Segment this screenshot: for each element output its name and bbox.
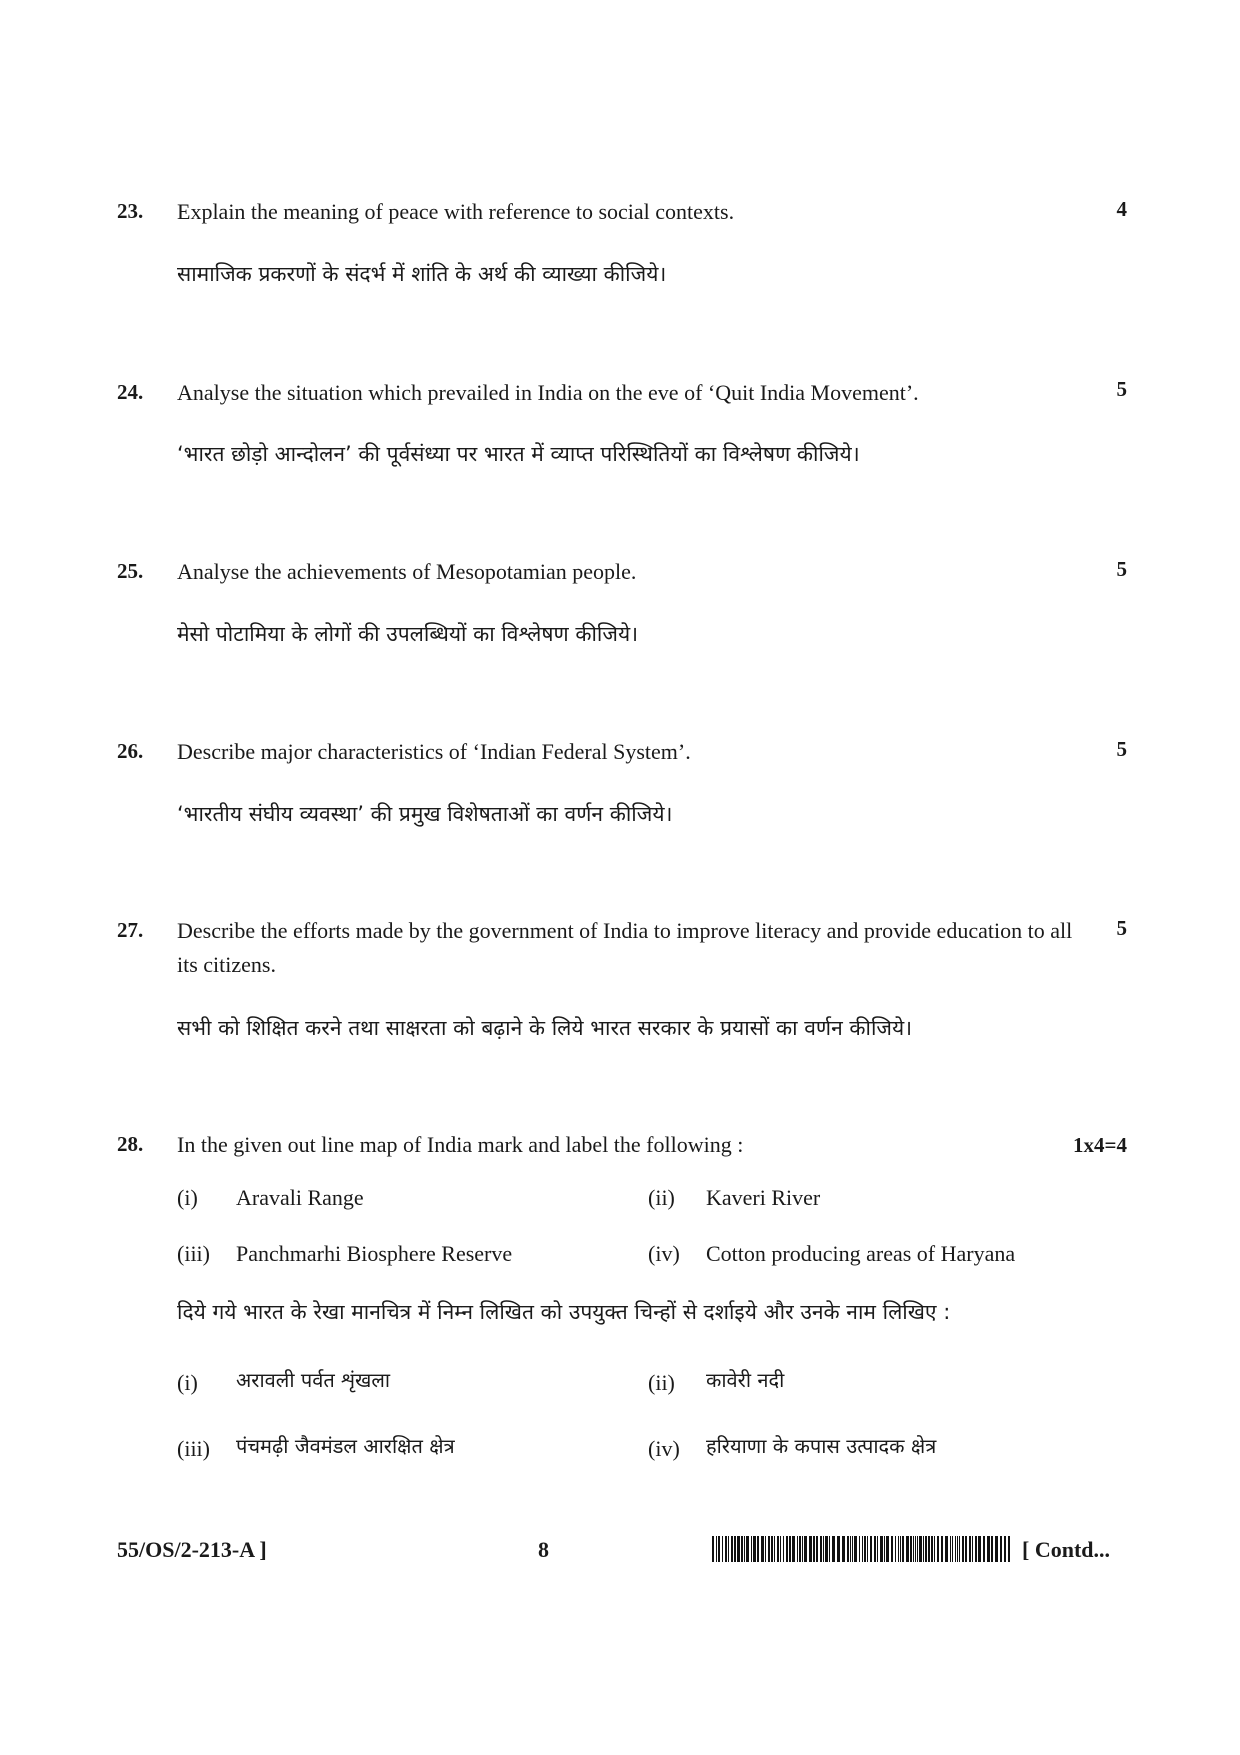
marks: 5 [1116,737,1127,761]
item-numeral: (ii) [648,1185,675,1210]
question-text-hi: ‘भारत छोड़ो आन्दोलन’ की पूर्वसंध्या पर भारत में व्याप्त परिस्थितियों का विश्लेषण कीजिये। [177,442,860,466]
item-label: Cotton producing areas of Haryana [706,1241,1016,1266]
item-label: हरियाणा के कपास उत्पादक क्षेत्र [706,1434,937,1458]
item-numeral: (ii) [648,1370,675,1395]
marks: 5 [1116,916,1127,940]
marks: 5 [1116,377,1127,401]
marks: 1x4=4 [1073,1133,1127,1157]
item-numeral: (iv) [648,1436,680,1461]
question-text-en: Analyse the situation which prevailed in India on the eve of ‘Quit India Movement’. [177,380,919,405]
question-number: 27. [117,918,144,942]
question-text-en: Analyse the achievements of Mesopotamian people. [177,559,637,584]
question-text-hi: मेसो पोटामिया के लोगों की उपलब्धियों का विश्लेषण कीजिये। [177,622,639,646]
question-text-hi: ‘भारतीय संघीय व्यवस्था’ की प्रमुख विशेषताओं का वर्णन कीजिये। [177,802,673,826]
marks: 5 [1116,557,1127,581]
item-label: Kaveri River [706,1185,821,1210]
question-text-en: Describe major characteristics of ‘Indian Federal System’. [177,739,691,764]
question-text-en: In the given out line map of India mark and label the following : [177,1132,744,1157]
page-number: 8 [538,1537,549,1562]
marks: 4 [1116,197,1127,221]
item-numeral: (i) [177,1185,198,1210]
item-label: Aravali Range [236,1185,364,1210]
item-numeral: (iii) [177,1241,210,1266]
question-number: 28. [117,1132,144,1156]
barcode-image [712,1536,1012,1562]
item-label: कावेरी नदी [706,1368,785,1392]
question-text-en: Describe the efforts made by the government of India to improve literacy and provide education to all its citizens. [177,918,1073,977]
question-number: 23. [117,199,144,223]
item-numeral: (i) [177,1370,198,1395]
item-label: पंचमढ़ी जैवमंडल आरक्षित क्षेत्र [236,1434,455,1458]
question-text-hi: सभी को शिक्षित करने तथा साक्षरता को बढ़ाने के लिये भारत सरकार के प्रयासों का वर्णन कीजिये। [177,1016,913,1040]
question-text-en: Explain the meaning of peace with reference to social contexts. [177,199,735,224]
item-label: Panchmarhi Biosphere Reserve [236,1241,513,1266]
question-number: 25. [117,559,144,583]
item-numeral: (iv) [648,1241,680,1266]
question-number: 26. [117,739,144,763]
question-text-hi: सामाजिक प्रकरणों के संदर्भ में शांति के अर्थ की व्याख्या कीजिये। [177,262,667,286]
contd-label: [ Contd... [1022,1537,1111,1562]
question-text-hi: दिये गये भारत के रेखा मानचित्र में निम्न लिखित को उपयुक्त चिन्हों से दर्शाइये और उनके नाम लिखिए : [177,1300,951,1324]
item-numeral: (iii) [177,1436,210,1461]
paper-code: 55/OS/2-213-A ] [117,1537,267,1562]
question-number: 24. [117,380,144,404]
item-label: अरावली पर्वत शृंखला [236,1368,391,1392]
